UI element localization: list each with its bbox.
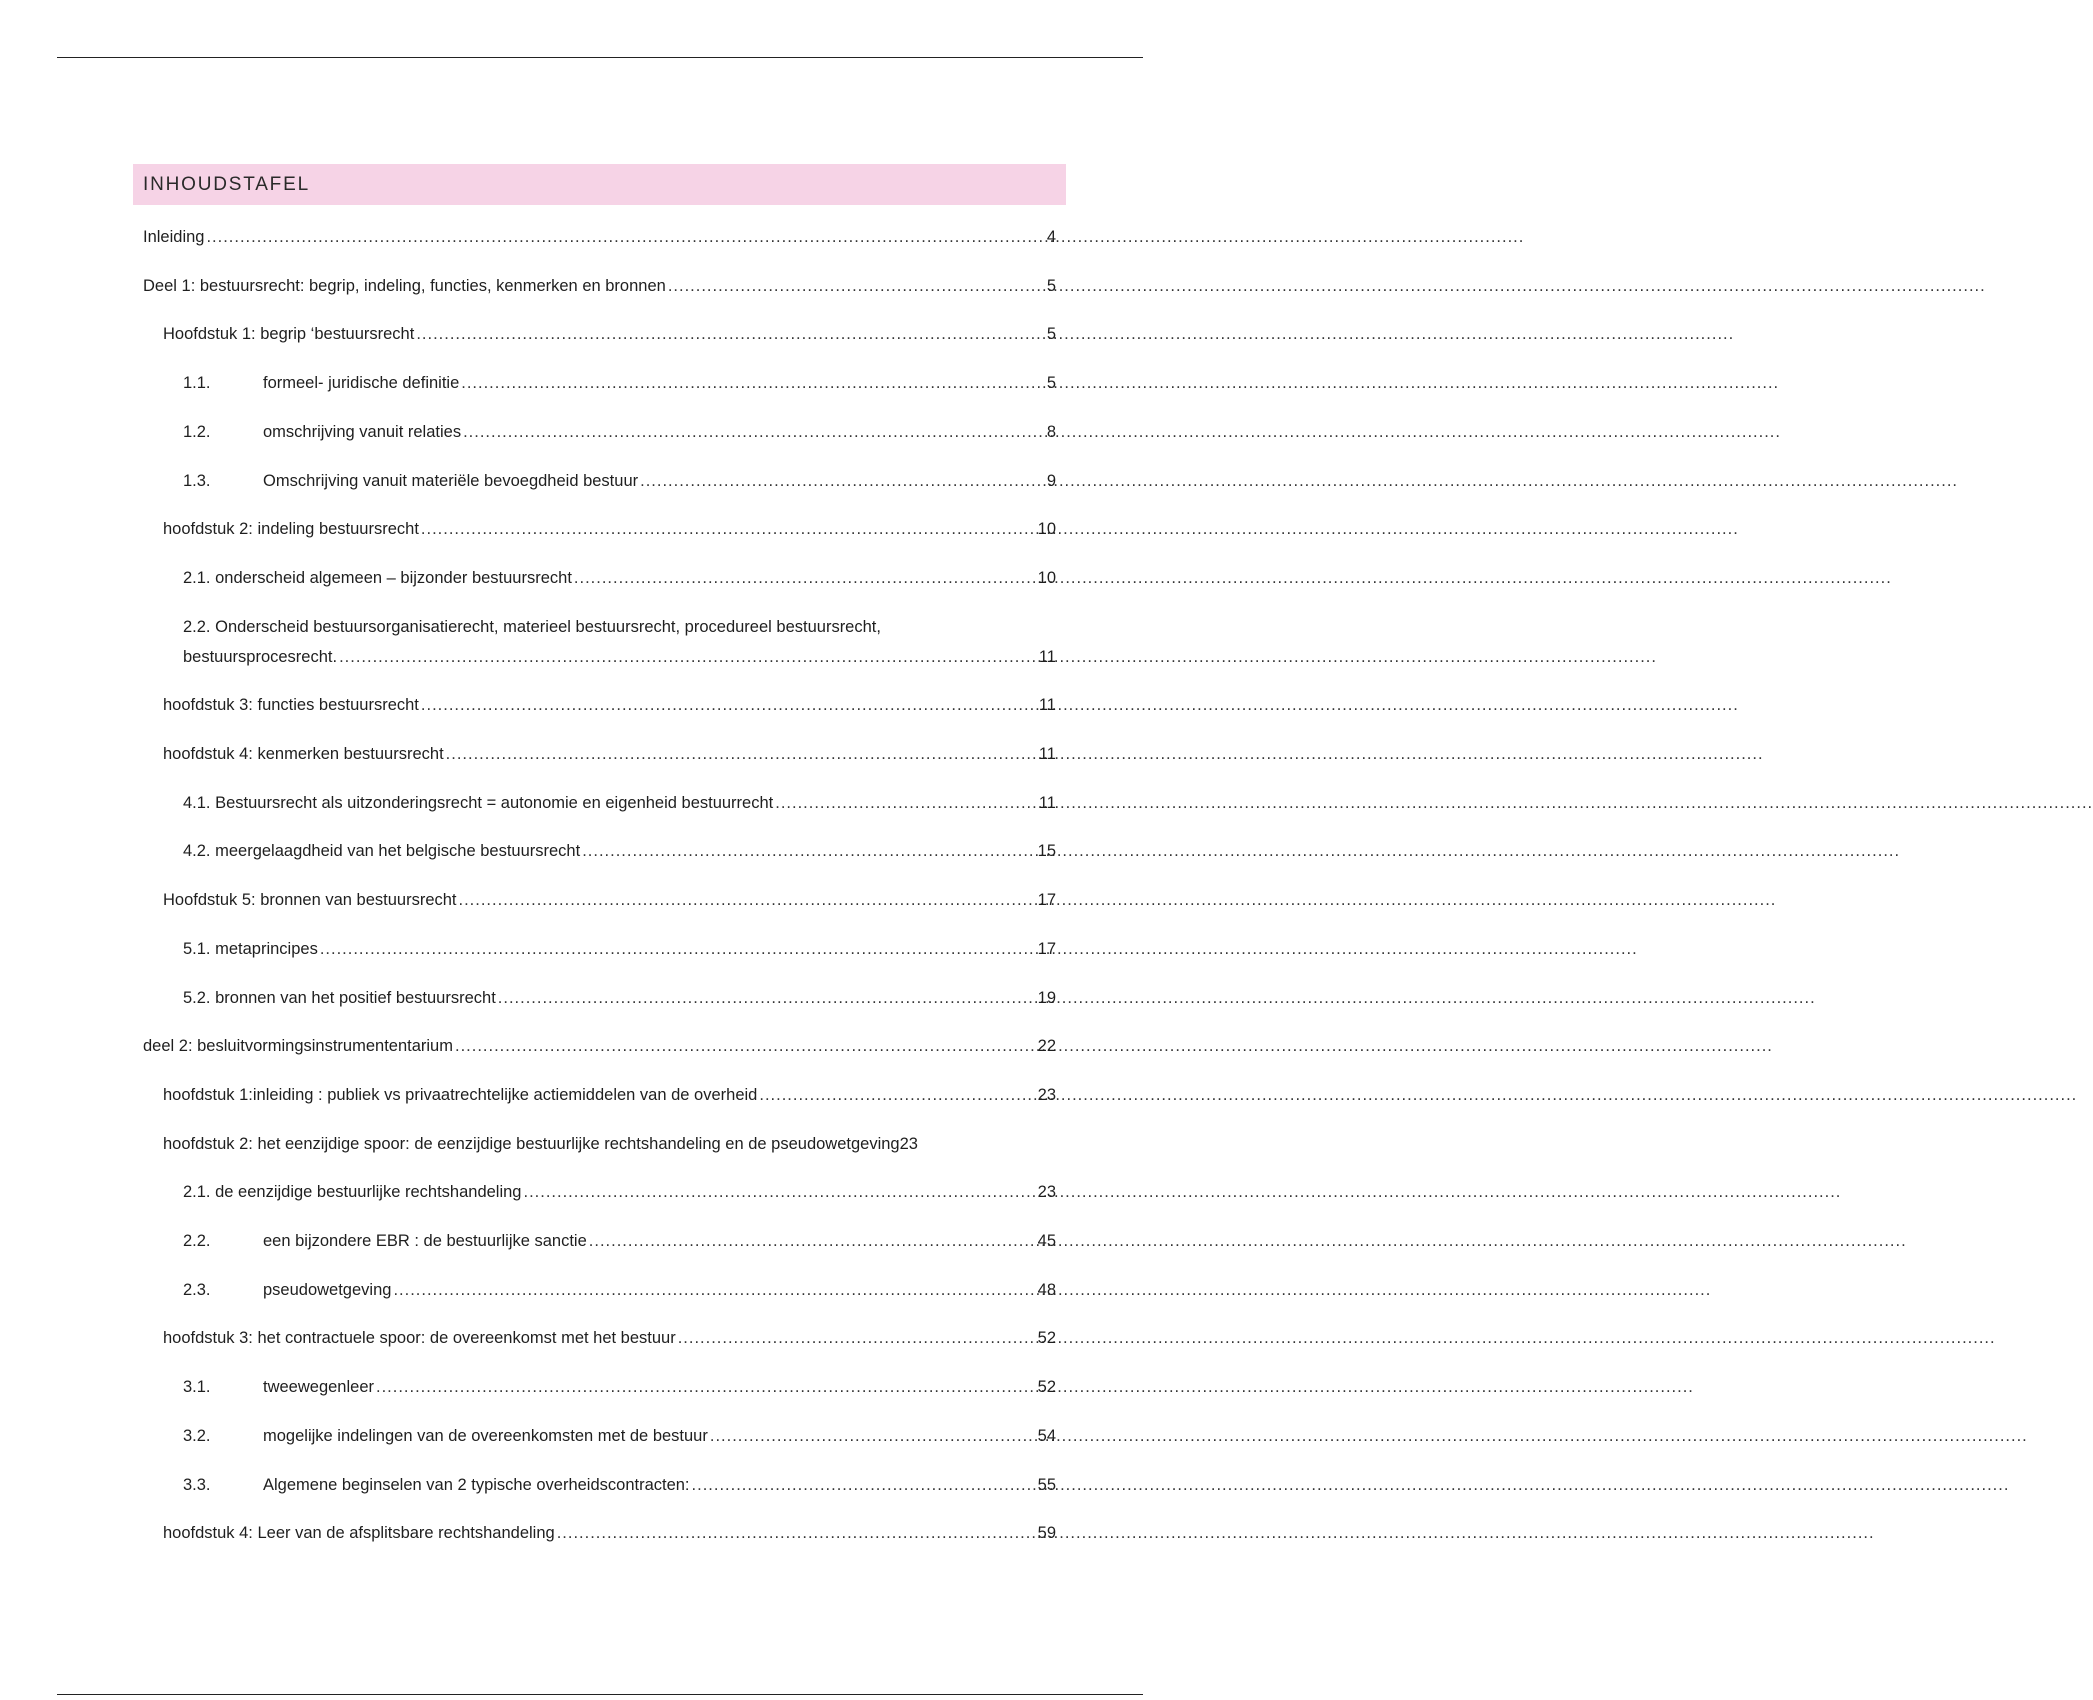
toc-entry[interactable]: [183, 1226, 1056, 1256]
toc-entry-number: 1.2.: [183, 422, 211, 441]
toc-entry-title: pseudowetgeving: [263, 1280, 392, 1299]
toc-dot-leader: [421, 690, 1037, 720]
toc-entry-page: 22: [1037, 1037, 1056, 1056]
toc-entry-page: 11: [1038, 647, 1056, 666]
toc-entry-title: Omschrijving vanuit materiële bevoegdheid bestuur: [263, 471, 639, 490]
toc-entry-page: 52: [1037, 1378, 1056, 1397]
toc-entry[interactable]: [183, 1177, 1056, 1207]
toc-entry-page: 48: [1037, 1280, 1056, 1299]
toc-entry-title: omschrijving vanuit relaties: [263, 422, 462, 441]
toc-entry-title: formeel- juridische definitie: [263, 374, 460, 393]
toc-entry-title: Inleiding: [143, 228, 205, 246]
toc-entry[interactable]: [183, 934, 1056, 964]
toc-dot-leader: [421, 514, 1036, 544]
toc-entry[interactable]: [163, 319, 1056, 349]
toc-entry-page: 19: [1037, 988, 1056, 1007]
toc-entry-title: 4.1. Bestuursrecht als uitzonderingsrecht = autonomie en eigenheid bestuurrecht: [183, 793, 774, 812]
toc-dot-leader: [455, 1031, 1036, 1061]
toc-entry-page: 11: [1038, 696, 1056, 715]
toc-dot-leader: [759, 1080, 1035, 1110]
toc-entry[interactable]: [143, 271, 1056, 301]
footer-rule: [57, 1694, 1143, 1695]
toc-entry-page: 54: [1037, 1426, 1056, 1445]
toc-entry-page: 11: [1038, 745, 1056, 763]
toc-dot-leader: [206, 222, 1044, 252]
toc-dot-leader: [775, 788, 1037, 818]
toc-entry[interactable]: [183, 563, 1056, 593]
toc-entry-number: 1.3.: [183, 471, 211, 490]
toc-entry[interactable]: [163, 739, 1056, 769]
toc-entry[interactable]: [183, 788, 1056, 818]
toc-entry-title: 2.1. onderscheid algemeen – bijzonder bestuursrecht: [183, 568, 572, 587]
toc-entry[interactable]: [143, 1031, 1056, 1061]
toc-dot-leader: [692, 1470, 1036, 1500]
toc-entry-page: 55: [1037, 1475, 1056, 1494]
toc-dot-leader: [376, 1372, 1036, 1402]
toc-entry-title: bestuursprocesrecht.: [183, 647, 338, 666]
toc-entry-page: 17: [1037, 891, 1056, 910]
toc-entry[interactable]: [163, 1323, 1056, 1353]
toc-entry[interactable]: [183, 642, 1056, 672]
toc-dot-leader: [557, 1518, 1036, 1548]
toc-entry[interactable]: [183, 1470, 1056, 1500]
toc-entry-page: 10: [1037, 568, 1056, 587]
toc-entry[interactable]: [163, 514, 1056, 544]
toc-entry-page: 8: [1046, 422, 1056, 441]
toc-entry[interactable]: [163, 1518, 1056, 1548]
toc-entry-page: 10: [1037, 520, 1056, 539]
toc-dot-leader: [463, 417, 1045, 447]
toc-entry-wrapped-line: 2.2. Onderscheid bestuursorganisatierecht, materieel bestuursrecht, procedureel bestuursrecht,: [183, 617, 881, 636]
toc-dot-leader: [668, 271, 1045, 301]
toc-entry-title: Algemene beginselen van 2 typische overheidscontracten:: [263, 1475, 690, 1494]
toc-entry-title: hoofdstuk 3: het contractuele spoor: de overeenkomst met het bestuur: [163, 1329, 676, 1348]
toc-entry-number: 3.1.: [183, 1378, 211, 1397]
toc-dot-leader: [459, 885, 1036, 915]
toc-entry-title: hoofdstuk 3: functies bestuursrecht: [163, 696, 419, 715]
toc-heading-text: INHOUDSTAFEL: [143, 173, 310, 195]
toc-entry[interactable]: [183, 1275, 1056, 1305]
toc-entry-page: 5: [1046, 325, 1056, 344]
toc-entry-number: 3.3.: [183, 1475, 211, 1494]
toc-entry-page: 23: [1037, 1085, 1056, 1104]
toc-entry-number: 2.2.: [183, 1232, 211, 1250]
toc-entry[interactable]: [183, 1421, 1056, 1451]
toc-entry[interactable]: [183, 417, 1056, 447]
toc-entry-page: 59: [1037, 1524, 1056, 1543]
toc-entry[interactable]: [183, 466, 1056, 496]
toc-entry[interactable]: [183, 836, 1056, 866]
toc-entry-page: 5: [1046, 276, 1056, 295]
toc-entry[interactable]: [183, 1372, 1056, 1402]
toc-entry-page: 5: [1046, 374, 1056, 393]
toc-entry-title: mogelijke indelingen van de overeenkomsten met de bestuur: [263, 1426, 708, 1445]
toc-entry-title: Hoofdstuk 5: bronnen van bestuursrecht: [163, 891, 457, 910]
toc-dot-leader: [498, 983, 1036, 1013]
toc-entry-title: 5.2. bronnen van het positief bestuursrecht: [183, 988, 496, 1007]
toc-entry[interactable]: [183, 983, 1056, 1013]
toc-dot-leader: [574, 563, 1036, 593]
toc-entry-title: Deel 1: bestuursrecht: begrip, indeling, functies, kenmerken en bronnen: [143, 276, 666, 295]
toc-entry-number: 1.1.: [183, 374, 211, 393]
toc-dot-leader: [678, 1323, 1036, 1353]
toc-entry-title: tweewegenleer: [263, 1378, 374, 1397]
toc-dot-leader: [589, 1226, 1036, 1256]
toc-entry-number: 2.3.: [183, 1280, 211, 1299]
toc-entry[interactable]: [163, 1080, 1056, 1110]
toc-entry-title: deel 2: besluitvormingsinstrumententarium: [143, 1037, 453, 1056]
toc-entry[interactable]: [163, 1129, 1056, 1159]
toc-entry-page: 17: [1037, 939, 1056, 958]
toc-dot-leader: [320, 934, 1036, 964]
toc-entry-title: 5.1. metaprincipes: [183, 939, 318, 958]
toc-entry[interactable]: [163, 885, 1056, 915]
toc-entry-title: hoofdstuk 2: het eenzijdige spoor: de eenzijdige bestuurlijke rechtshandeling en de pseudowetgeving: [163, 1134, 900, 1153]
toc-entry-title: een bijzondere EBR : de bestuurlijke sanctie: [263, 1232, 587, 1250]
toc-entry-title: hoofdstuk 1:inleiding : publiek vs privaatrechtelijke actiemiddelen van de overheid: [163, 1085, 758, 1104]
toc-entry-number: 3.2.: [183, 1426, 211, 1445]
toc-entry[interactable]: [143, 222, 1056, 252]
toc-entry-title: 2.1. de eenzijdige bestuurlijke rechtshandeling: [183, 1183, 522, 1202]
toc-dot-leader: [710, 1421, 1036, 1451]
toc-entry-page: 23: [899, 1134, 918, 1153]
toc-dot-leader: [523, 1177, 1035, 1207]
toc-entry-title: hoofdstuk 4: kenmerken bestuursrecht: [163, 745, 444, 763]
toc-entry-page: 45: [1037, 1232, 1056, 1250]
toc-entry-page: 4: [1046, 228, 1056, 246]
toc-dot-leader: [446, 739, 1037, 769]
toc-entry-page: 9: [1046, 471, 1056, 490]
toc-entry[interactable]: [163, 690, 1056, 720]
toc-entry-page: 15: [1037, 842, 1056, 861]
toc-dot-leader: [640, 466, 1045, 496]
toc-entry-title: hoofdstuk 4: Leer van de afsplitsbare rechtshandeling: [163, 1524, 555, 1543]
toc-entry-page: 11: [1038, 793, 1056, 812]
toc-entry-page: 52: [1037, 1329, 1056, 1348]
toc-dot-leader: [416, 319, 1045, 349]
toc-entry-page: 23: [1037, 1183, 1056, 1202]
toc-entry-title: hoofdstuk 2: indeling bestuursrecht: [163, 520, 419, 539]
toc-dot-leader: [582, 836, 1035, 866]
toc-dot-leader: [339, 642, 1037, 672]
toc-dot-leader: [393, 1275, 1035, 1305]
toc-dot-leader: [461, 368, 1045, 398]
toc-entry-title: 4.2. meergelaagdheid van het belgische bestuursrecht: [183, 842, 581, 861]
toc-entry-title: Hoofdstuk 1: begrip ‘bestuursrecht: [163, 325, 415, 344]
toc-entry[interactable]: [183, 368, 1056, 398]
